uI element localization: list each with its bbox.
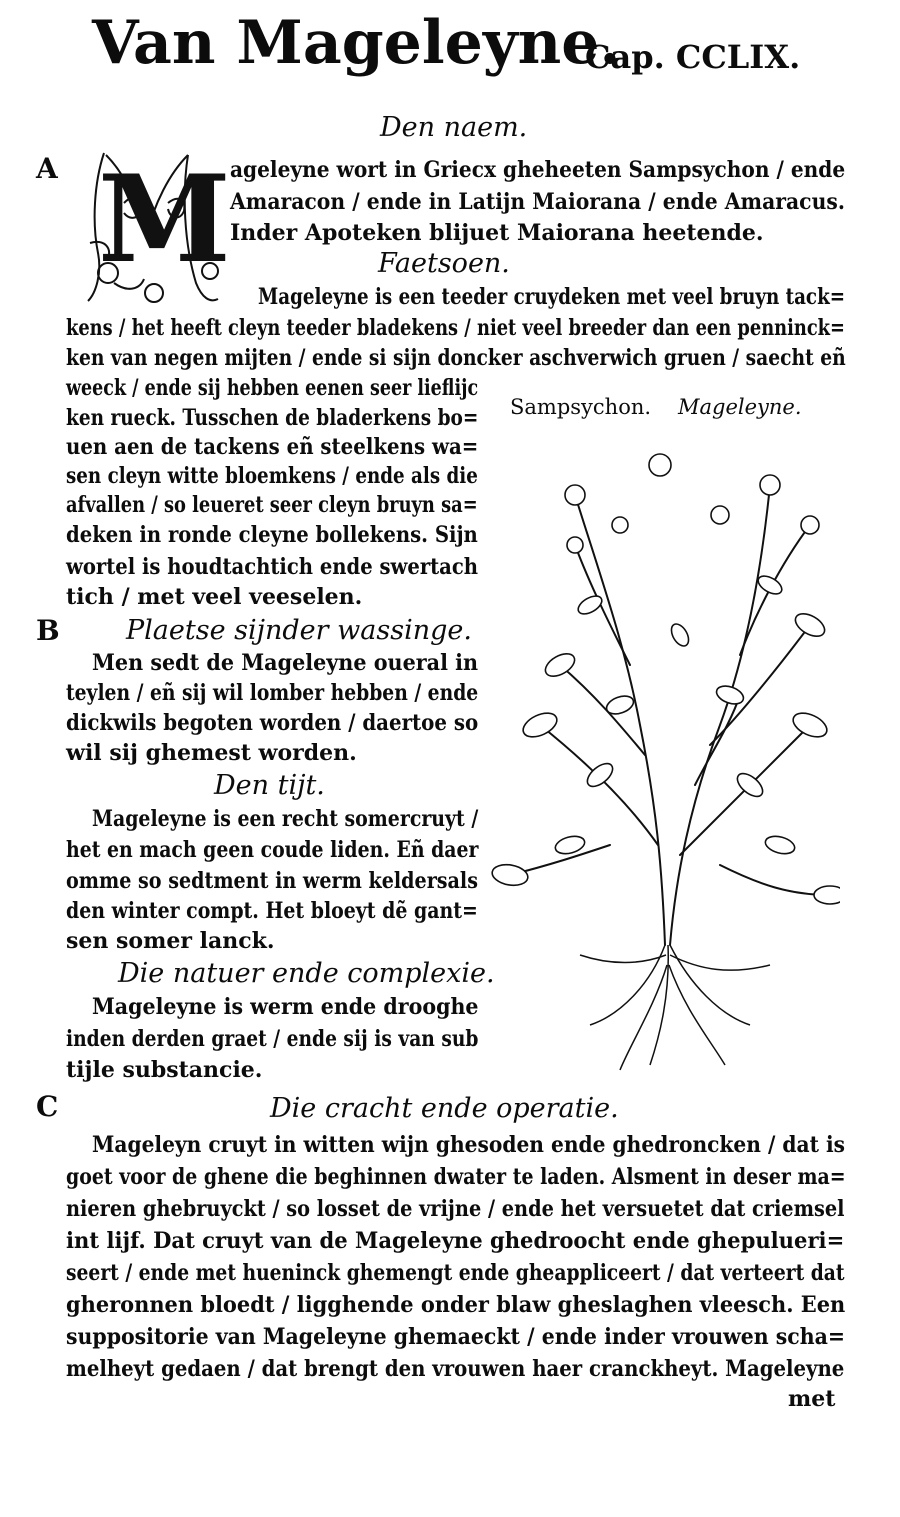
plant-illustration — [480, 425, 840, 1075]
cracht-line-5: seert / ende met hueninck ghemengt ende gheappliceert / dat verteert dat — [66, 1260, 845, 1286]
cracht-line-3: nieren ghebruyckt / so losset de vrijne / ende het versuetet dat criemsel — [66, 1196, 845, 1222]
faetsoen-line-2: kens / het heeft cleyn teeder bladekens / niet veel breeder dan een penninck= — [66, 315, 845, 341]
chapter-number: Cap. CCLIX. — [585, 38, 801, 76]
naem-line-3: Inder Apoteken blijuet Maiorana heetende. — [230, 220, 764, 246]
naem-line-1: ageleyne wort in Griecx gheheeten Sampsychon / ende — [230, 157, 846, 183]
cracht-line-7: suppositorie van Mageleyne ghemaeckt / ende inder vrouwen scha= — [66, 1324, 846, 1350]
naem-line-2: Amaracon / ende in Latijn Maiorana / ende Amaracus. — [230, 189, 845, 215]
cracht-line-2: goet voor de ghene die beghinnen dwater te laden. Alsment in deser ma= — [66, 1164, 846, 1190]
tijt-line-1: Mageleyne is een recht somercruyt / — [92, 806, 479, 832]
plaetse-line-3: dickwils begoten worden / daertoe so — [66, 710, 479, 736]
plaetse-line-4: wil sij ghemest worden. — [66, 740, 357, 766]
faetsoen-line-1: Mageleyne is een teeder cruydeken met veel bruyn tack= — [258, 284, 846, 310]
heading-faetsoen: Faetsoen. — [378, 248, 510, 279]
natuer-line-3: tijle substancie. — [66, 1057, 263, 1083]
tijt-line-4: den winter compt. Het bloeyt dẽ gant= — [66, 898, 478, 924]
margin-letter-a: A — [36, 152, 58, 185]
faetsoen-line-3: ken van negen mijten / ende si sijn doncker aschverwich gruen / saecht eñ — [66, 345, 846, 371]
natuer-line-2: inden derden graet / ende sij is van sub — [66, 1026, 479, 1052]
heading-plaetse: Plaetse sijnder wassinge. — [126, 615, 472, 646]
heading-natuer: Die natuer ende complexie. — [118, 958, 495, 989]
tijt-line-2: het en mach geen coude liden. Eñ daer — [66, 837, 479, 863]
cracht-line-6: gheronnen bloedt / ligghende onder blaw gheslaghen vleesch. Een — [66, 1292, 846, 1318]
margin-letter-c: C — [36, 1090, 59, 1123]
faetsoen-line-5: ken rueck. Tusschen de bladerkens bo= — [66, 405, 479, 431]
cracht-line-1: Mageleyn cruyt in witten wijn ghesoden ende ghedroncken / dat is — [92, 1132, 846, 1158]
faetsoen-line-9: deken in ronde cleyne bollekens. Sijn — [66, 522, 478, 548]
natuer-line-1: Mageleyne is werm ende drooghe — [92, 994, 479, 1020]
figure-caption-dutch: Mageleyne. — [678, 395, 802, 419]
faetsoen-line-10: wortel is houdtachtich ende swertach — [66, 554, 479, 580]
heading-cracht: Die cracht ende operatie. — [270, 1093, 619, 1124]
cracht-line-8: melheyt gedaen / dat brengt den vrouwen haer cranckheyt. Mageleyne — [66, 1356, 845, 1382]
tijt-line-3: omme so sedtment in werm keldersals — [66, 868, 478, 894]
faetsoen-line-4: weeck / ende sij hebben eenen seer lieflijc — [66, 375, 479, 401]
plaetse-line-1: Men sedt de Mageleyne oueral in — [92, 650, 479, 676]
faetsoen-line-11: tich / met veel veeselen. — [66, 584, 363, 610]
figure-caption-latin: Sampsychon. — [510, 395, 652, 419]
initial-letter: M — [98, 149, 231, 290]
plaetse-line-2: teylen / eñ sij wil lomber hebben / ende — [66, 680, 479, 706]
page-title: Van Mageleyne. — [92, 8, 621, 78]
catchword: met — [788, 1386, 836, 1412]
margin-letter-b: B — [36, 614, 60, 647]
faetsoen-line-7: sen cleyn witte bloemkens / ende als die — [66, 463, 478, 489]
faetsoen-line-6: uen aen de tackens eñ steelkens wa= — [66, 434, 479, 460]
heading-naem: Den naem. — [380, 112, 528, 143]
cracht-line-4: int lijf. Dat cruyt van de Mageleyne ghedroocht ende ghepulueri= — [66, 1228, 845, 1254]
heading-tijt: Den tijt. — [214, 770, 325, 801]
tijt-line-5: sen somer lanck. — [66, 928, 275, 954]
faetsoen-line-8: afvallen / so leueret seer cleyn bruyn sa= — [66, 492, 478, 518]
decorated-initial — [84, 143, 234, 308]
